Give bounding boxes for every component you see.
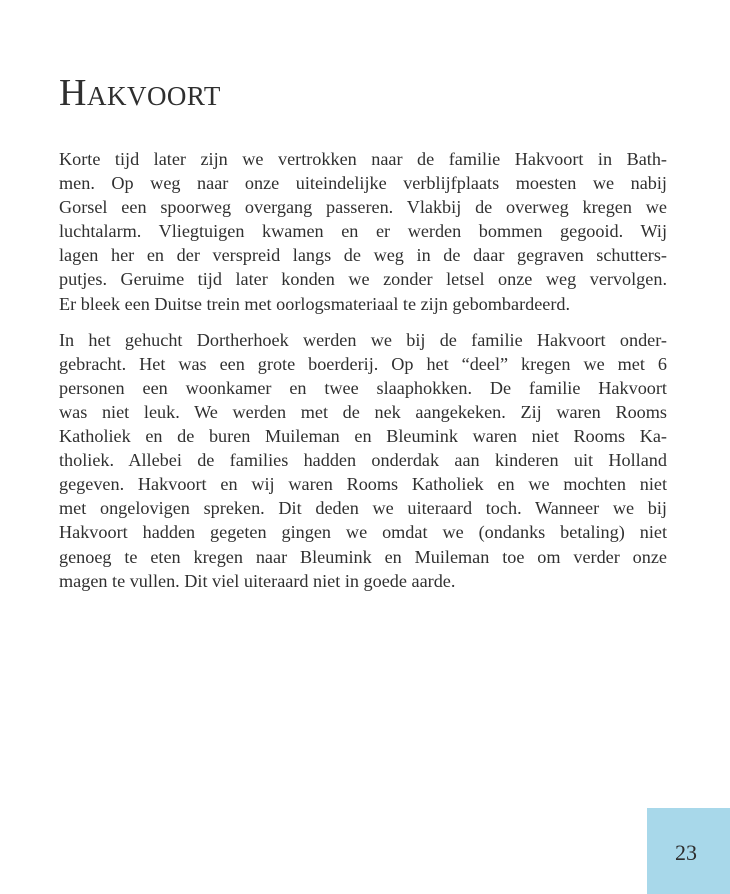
paragraph-gap bbox=[59, 316, 667, 328]
paragraph-line: gebracht. Het was een grote boerderij. Op het “deel” kregen we met 6 bbox=[59, 353, 667, 374]
paragraph-line: luchtalarm. Vliegtuigen kwamen en er werden bommen gegooid. Wij bbox=[59, 221, 667, 242]
paragraph-line: Gorsel een spoorweg overgang passeren. Vlakbij de overweg kregen we bbox=[59, 197, 667, 218]
paragraph-line: was niet leuk. We werden met de nek aangekeken. Zij waren Rooms bbox=[59, 401, 667, 422]
paragraph-line: In het gehucht Dortherhoek werden we bij de familie Hakvoort onder- bbox=[59, 329, 667, 350]
page-title: Hakvoort bbox=[59, 72, 221, 114]
paragraph-line: Korte tijd later zijn we vertrokken naar de familie Hakvoort in Bath- bbox=[59, 149, 667, 169]
paragraph-line: Hakvoort hadden gegeten gingen we omdat we (ondanks betaling) niet bbox=[59, 522, 667, 543]
paragraph-2 bbox=[59, 328, 667, 593]
paragraph-line: Katholiek en de buren Muileman en Bleumink waren niet Rooms Ka- bbox=[59, 426, 667, 447]
paragraph-1 bbox=[59, 147, 667, 316]
paragraph-line: tholiek. Allebei de families hadden onderdak aan kinderen uit Holland bbox=[59, 450, 667, 471]
paragraph-line: putjes. Geruime tijd later konden we zonder letsel onze weg vervolgen. bbox=[59, 269, 667, 290]
paragraph-line: men. Op weg naar onze uiteindelijke verblijfplaats moesten we nabij bbox=[59, 173, 667, 194]
paragraph-line: met ongelovigen spreken. Dit deden we uiteraard toch. Wanneer we bij bbox=[59, 498, 667, 519]
page-number: 23 bbox=[675, 840, 697, 865]
paragraph-line: lagen her en der verspreid langs de weg in de daar gegraven schutters- bbox=[59, 245, 667, 266]
paragraph-line: genoeg te eten kregen naar Bleumink en Muileman toe om verder onze bbox=[59, 546, 667, 567]
paragraph-line: Er bleek een Duitse trein met oorlogsmateriaal te zijn gebombardeerd. bbox=[59, 293, 571, 314]
paragraph-line: gegeven. Hakvoort en wij waren Rooms Katholiek en we mochten niet bbox=[59, 474, 667, 495]
paragraph-line: magen te vullen. Dit viel uiteraard niet in goede aarde. bbox=[59, 570, 456, 591]
body-text bbox=[59, 147, 667, 593]
paragraph-line: personen een woonkamer en twee slaaphokken. De familie Hakvoort bbox=[59, 377, 667, 398]
